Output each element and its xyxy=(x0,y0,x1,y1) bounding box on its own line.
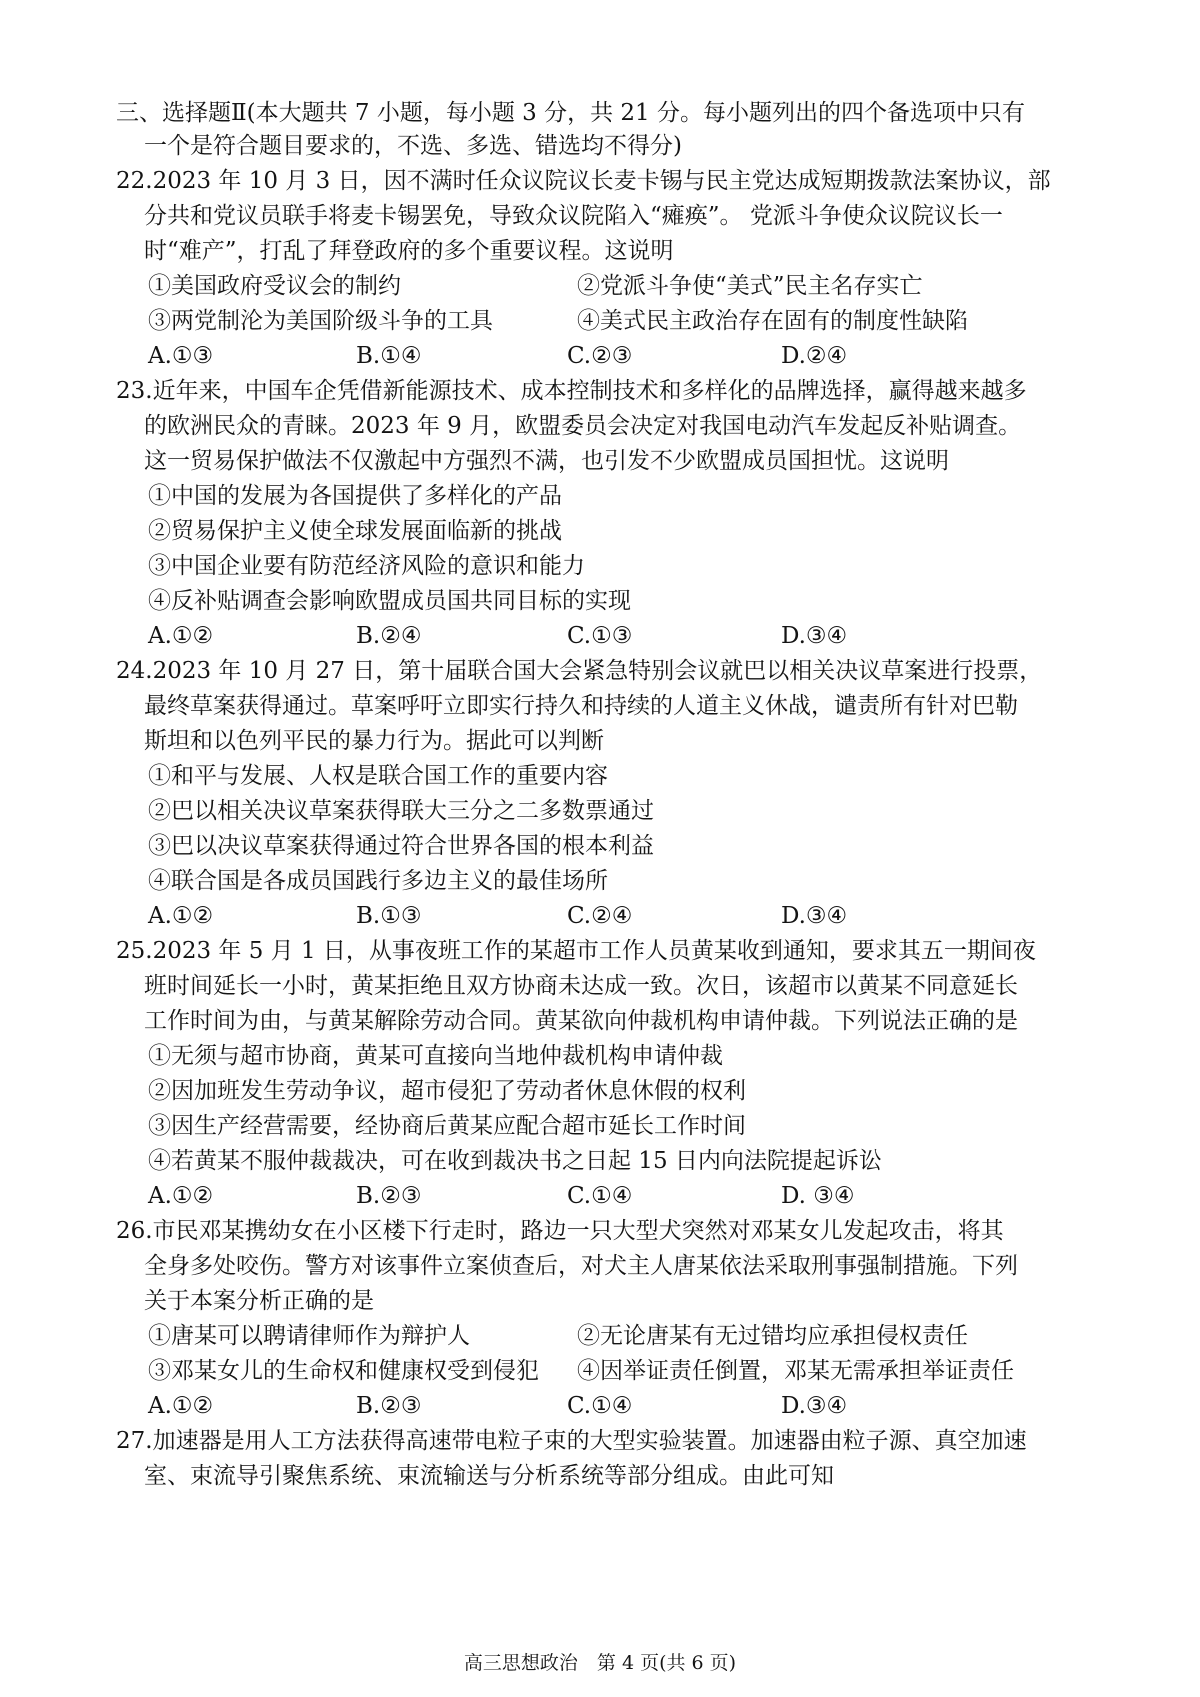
statement-1: ①唐某可以聘请律师作为辩护人 xyxy=(148,1323,470,1349)
statement-2: ②巴以相关决议草案获得联大三分之二多数票通过 xyxy=(148,798,654,824)
choice-a: A.①② xyxy=(148,1183,214,1209)
choice-b: B.②③ xyxy=(356,1183,422,1209)
choice-d: D.③④ xyxy=(781,1393,848,1419)
question-stem-line: 全身多处咬伤。警方对该事件立案侦查后，对犬主人唐某依法采取刑事强制措施。下列 xyxy=(144,1253,1018,1279)
choice-a: A.①② xyxy=(148,903,214,929)
choice-a: A.①③ xyxy=(148,343,214,369)
question-stem-line: 班时间延长一小时，黄某拒绝且双方协商未达成一致。次日，该超市以黄某不同意延长 xyxy=(144,973,1018,999)
question-stem-line: 关于本案分析正确的是 xyxy=(144,1288,374,1314)
statement-3: ③因生产经营需要，经协商后黄某应配合超市延长工作时间 xyxy=(148,1113,746,1139)
question-stem-line: 27.加速器是用人工方法获得高速带电粒子束的大型实验装置。加速器由粒子源、真空加速 xyxy=(116,1428,1027,1454)
statement-2: ②党派斗争使“美式”民主名存实亡 xyxy=(577,273,923,299)
statement-3: ③巴以决议草案获得通过符合世界各国的根本利益 xyxy=(148,833,654,859)
question-stem-line: 22.2023 年 10 月 3 日，因不满时任众议院议长麦卡锡与民主党达成短期拨款法案协议，部 xyxy=(116,168,1051,194)
choice-c: C.①④ xyxy=(567,1183,633,1209)
question-stem-line: 26.市民邓某携幼女在小区楼下行走时，路边一只大型犬突然对邓某女儿发起攻击，将其 xyxy=(116,1218,1004,1244)
section-header-line: 一个是符合题目要求的，不选、多选、错选均不得分) xyxy=(144,133,682,159)
question-stem-line: 24.2023 年 10 月 27 日，第十届联合国大会紧急特别会议就巴以相关决议草案进行投票， xyxy=(116,658,1043,684)
question-stem-line: 工作时间为由，与黄某解除劳动合同。黄某欲向仲裁机构申请仲裁。下列说法正确的是 xyxy=(144,1008,1018,1034)
choice-d: D.③④ xyxy=(781,623,848,649)
statement-4: ④因举证责任倒置，邓某无需承担举证责任 xyxy=(577,1358,1014,1384)
question-stem-line: 斯坦和以色列平民的暴力行为。据此可以判断 xyxy=(144,728,604,754)
statement-4: ④美式民主政治存在固有的制度性缺陷 xyxy=(577,308,968,334)
choice-a: A.①② xyxy=(148,1393,214,1419)
choice-b: B.②③ xyxy=(356,1393,422,1419)
choice-c: C.②③ xyxy=(567,343,633,369)
choice-b: B.①③ xyxy=(356,903,422,929)
statement-2: ②因加班发生劳动争议，超市侵犯了劳动者休息休假的权利 xyxy=(148,1078,746,1104)
statement-3: ③中国企业要有防范经济风险的意识和能力 xyxy=(148,553,585,579)
statement-3: ③两党制沦为美国阶级斗争的工具 xyxy=(148,308,493,334)
choice-d: D.③④ xyxy=(781,903,848,929)
statement-4: ④反补贴调查会影响欧盟成员国共同目标的实现 xyxy=(148,588,631,614)
choice-b: B.②④ xyxy=(356,623,422,649)
statement-2: ②贸易保护主义使全球发展面临新的挑战 xyxy=(148,518,562,544)
question-stem-line: 时“难产”，打乱了拜登政府的多个重要议程。这说明 xyxy=(144,238,674,264)
choice-a: A.①② xyxy=(148,623,214,649)
statement-2: ②无论唐某有无过错均应承担侵权责任 xyxy=(577,1323,968,1349)
question-stem-line: 23.近年来，中国车企凭借新能源技术、成本控制技术和多样化的品牌选择，赢得越来越多 xyxy=(116,378,1027,404)
choice-c: C.②④ xyxy=(567,903,633,929)
page-footer: 高三思想政治 第 4 页(共 6 页) xyxy=(463,1652,737,1674)
statement-1: ①美国政府受议会的制约 xyxy=(148,273,401,299)
statement-1: ①无须与超市协商，黄某可直接向当地仲裁机构申请仲裁 xyxy=(148,1043,723,1069)
choice-c: C.①③ xyxy=(567,623,633,649)
question-stem-line: 最终草案获得通过。草案呼吁立即实行持久和持续的人道主义休战，谴责所有针对巴勒 xyxy=(144,693,1018,719)
statement-1: ①中国的发展为各国提供了多样化的产品 xyxy=(148,483,562,509)
question-stem-line: 25.2023 年 5 月 1 日，从事夜班工作的某超市工作人员黄某收到通知，要求其五一期间夜 xyxy=(116,938,1036,964)
choice-b: B.①④ xyxy=(356,343,422,369)
choice-c: C.①④ xyxy=(567,1393,633,1419)
choice-d: D.②④ xyxy=(781,343,848,369)
question-stem-line: 的欧洲民众的青睐。2023 年 9 月，欧盟委员会决定对我国电动汽车发起反补贴调查。 xyxy=(144,413,1022,439)
question-stem-line: 分共和党议员联手将麦卡锡罢免，导致众议院陷入“瘫痪”。 党派斗争使众议院议长一 xyxy=(144,203,1003,229)
statement-1: ①和平与发展、人权是联合国工作的重要内容 xyxy=(148,763,608,789)
statement-4: ④联合国是各成员国践行多边主义的最佳场所 xyxy=(148,868,608,894)
statement-3: ③邓某女儿的生命权和健康权受到侵犯 xyxy=(148,1358,539,1384)
section-header-line: 三、选择题Ⅱ(本大题共 7 小题，每小题 3 分，共 21 分。每小题列出的四个备选项中只有 xyxy=(116,100,1026,126)
choice-d: D. ③④ xyxy=(781,1183,855,1209)
question-stem-line: 室、束流导引聚焦系统、束流输送与分析系统等部分组成。由此可知 xyxy=(144,1463,834,1489)
statement-4: ④若黄某不服仲裁裁决，可在收到裁决书之日起 15 日内向法院提起诉讼 xyxy=(148,1148,882,1174)
question-stem-line: 这一贸易保护做法不仅激起中方强烈不满，也引发不少欧盟成员国担忧。这说明 xyxy=(144,448,949,474)
